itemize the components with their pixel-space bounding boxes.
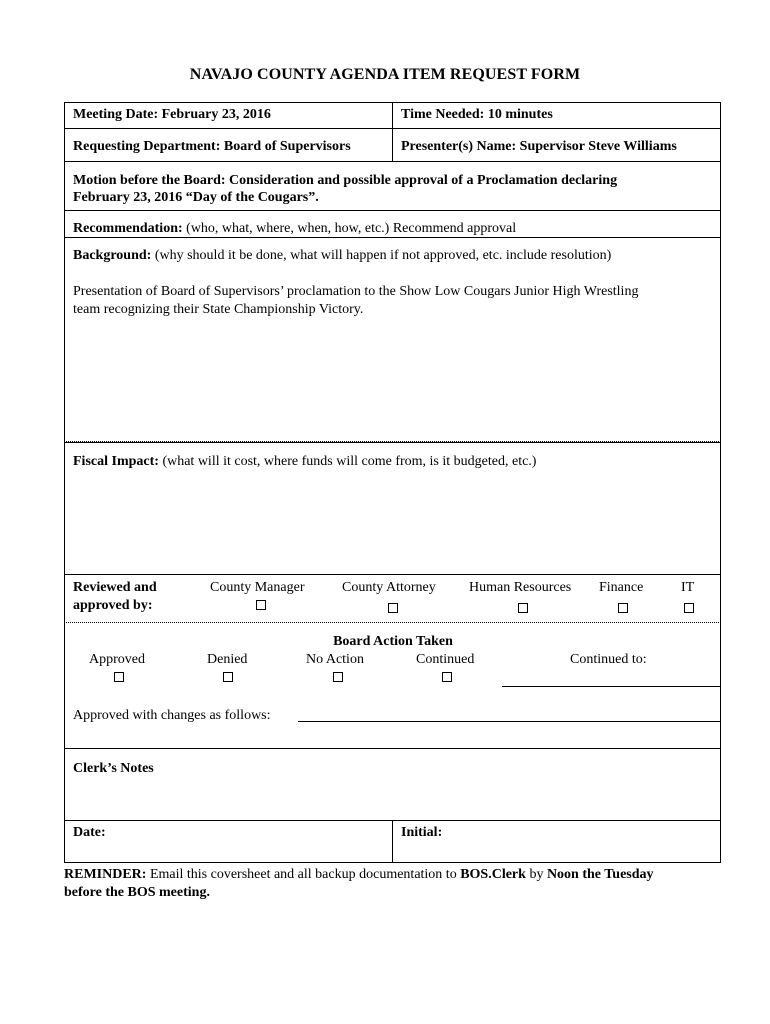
reminder-line-1 bbox=[64, 866, 654, 883]
county-attorney-checkbox[interactable] bbox=[388, 603, 398, 613]
approved-changes-line[interactable] bbox=[298, 721, 720, 722]
county-manager-checkbox[interactable] bbox=[256, 600, 266, 610]
date-label: Date: bbox=[73, 825, 106, 840]
reviewer-county-manager: County Manager bbox=[210, 580, 305, 595]
reminder-text-2: by bbox=[525, 867, 547, 882]
background-hint: (why should it be done, what will happen if not approved, etc. include resolution) bbox=[151, 248, 612, 263]
requesting-department: Requesting Department: Board of Supervisors bbox=[73, 139, 351, 154]
clerk-notes-label: Clerk’s Notes bbox=[73, 761, 154, 776]
bottom-column-divider bbox=[392, 820, 393, 862]
option-continued: Continued bbox=[416, 652, 475, 667]
finance-checkbox[interactable] bbox=[618, 603, 628, 613]
form-title: NAVAJO COUNTY AGENDA ITEM REQUEST FORM bbox=[189, 66, 581, 83]
approved-checkbox[interactable] bbox=[114, 672, 124, 682]
meeting-date: Meeting Date: February 23, 2016 bbox=[73, 107, 271, 122]
recommendation-label: Recommendation: bbox=[73, 221, 183, 236]
reminder-deadline-1: Noon the Tuesday bbox=[546, 867, 654, 882]
background-heading bbox=[73, 247, 611, 264]
option-no-action: No Action bbox=[306, 652, 364, 667]
reminder-label: REMINDER: bbox=[64, 867, 147, 882]
reviewed-label-line-1: Reviewed and bbox=[73, 580, 157, 595]
continued-to-label: Continued to: bbox=[570, 652, 647, 667]
denied-checkbox[interactable] bbox=[223, 672, 233, 682]
initial-label: Initial: bbox=[401, 825, 443, 840]
reviewer-human-resources: Human Resources bbox=[469, 580, 572, 595]
recommendation bbox=[73, 220, 516, 237]
recommendation-text: (who, what, where, when, how, etc.) Recommend approval bbox=[182, 221, 517, 236]
reviewed-label-line-2: approved by: bbox=[73, 598, 153, 613]
reminder-line-2: before the BOS meeting. bbox=[64, 885, 210, 900]
option-denied: Denied bbox=[207, 652, 248, 667]
no-action-checkbox[interactable] bbox=[333, 672, 343, 682]
presenter-name: Presenter(s) Name: Supervisor Steve Williams bbox=[401, 139, 677, 154]
reviewer-it: IT bbox=[681, 580, 695, 595]
fiscal-impact bbox=[73, 453, 536, 470]
bos-clerk-email: BOS.Clerk bbox=[460, 867, 526, 882]
reminder-text-1: Email this coversheet and all backup documentation to bbox=[146, 867, 461, 882]
top-column-divider bbox=[392, 102, 393, 161]
human-resources-checkbox[interactable] bbox=[518, 603, 528, 613]
fiscal-hint: (what will it cost, where funds will come from, is it budgeted, etc.) bbox=[158, 454, 537, 469]
board-action-heading: Board Action Taken bbox=[333, 634, 453, 649]
background-label: Background: bbox=[73, 248, 152, 263]
background-line-1: Presentation of Board of Supervisors’ proclamation to the Show Low Cougars Junior High Wrestling bbox=[73, 284, 639, 299]
reviewer-county-attorney: County Attorney bbox=[342, 580, 436, 595]
background-line-2: team recognizing their State Championship Victory. bbox=[73, 302, 364, 317]
time-needed: Time Needed: 10 minutes bbox=[401, 107, 553, 122]
option-approved: Approved bbox=[89, 652, 145, 667]
reviewer-finance: Finance bbox=[599, 580, 644, 595]
motion-line-2: February 23, 2016 “Day of the Cougars”. bbox=[73, 190, 319, 205]
motion-line-1: Motion before the Board: Consideration and possible approval of a Proclamation declaring bbox=[73, 173, 618, 188]
fiscal-label: Fiscal Impact: bbox=[73, 454, 159, 469]
it-checkbox[interactable] bbox=[684, 603, 694, 613]
approved-with-changes-label: Approved with changes as follows: bbox=[73, 708, 271, 723]
continued-to-line[interactable] bbox=[502, 686, 720, 687]
continued-checkbox[interactable] bbox=[442, 672, 452, 682]
